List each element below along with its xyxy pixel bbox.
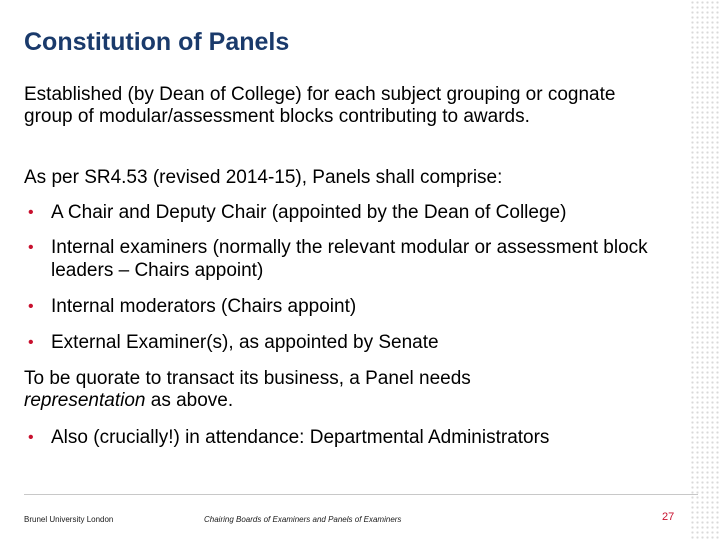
bullet-dot: • [28, 239, 34, 256]
quorate-paragraph [24, 368, 664, 412]
quorate-text: To be quorate to transact its business, a Panel needs [24, 368, 471, 389]
footer-course-title: Chairing Boards of Examiners and Panels of Examiners [204, 515, 402, 524]
footer-institution: Brunel University London [24, 515, 114, 524]
bullet-dot: • [28, 204, 34, 221]
intro-paragraph: Established (by Dean of College) for each subject grouping or cognate group of modular/assessment blocks contributing to awards. [24, 84, 616, 127]
bullet-text: Internal examiners (normally the relevant modular or assessment block leaders – Chairs appoint) [51, 237, 648, 281]
lead-paragraph: As per SR4.53 (revised 2014-15), Panels shall comprise: [24, 167, 503, 188]
bullet-text: External Examiner(s), as appointed by Senate [51, 332, 439, 353]
quorate-tail: as above. [150, 390, 234, 411]
slide-title: Constitution of Panels [24, 28, 290, 56]
bullet-dot: • [28, 334, 34, 351]
bullet-dot: • [28, 429, 34, 446]
bullet-dot: • [28, 298, 34, 315]
page-number: 27 [662, 511, 675, 523]
corner-dot-pattern [690, 0, 720, 540]
bullet-text: A Chair and Deputy Chair (appointed by the Dean of College) [51, 202, 567, 223]
bullet-text: Internal moderators (Chairs appoint) [51, 296, 357, 317]
bullet-text: Also (crucially!) in attendance: Departmental Administrators [51, 427, 550, 448]
footer-divider [24, 494, 698, 495]
quorate-emphasis: representation [24, 390, 146, 411]
